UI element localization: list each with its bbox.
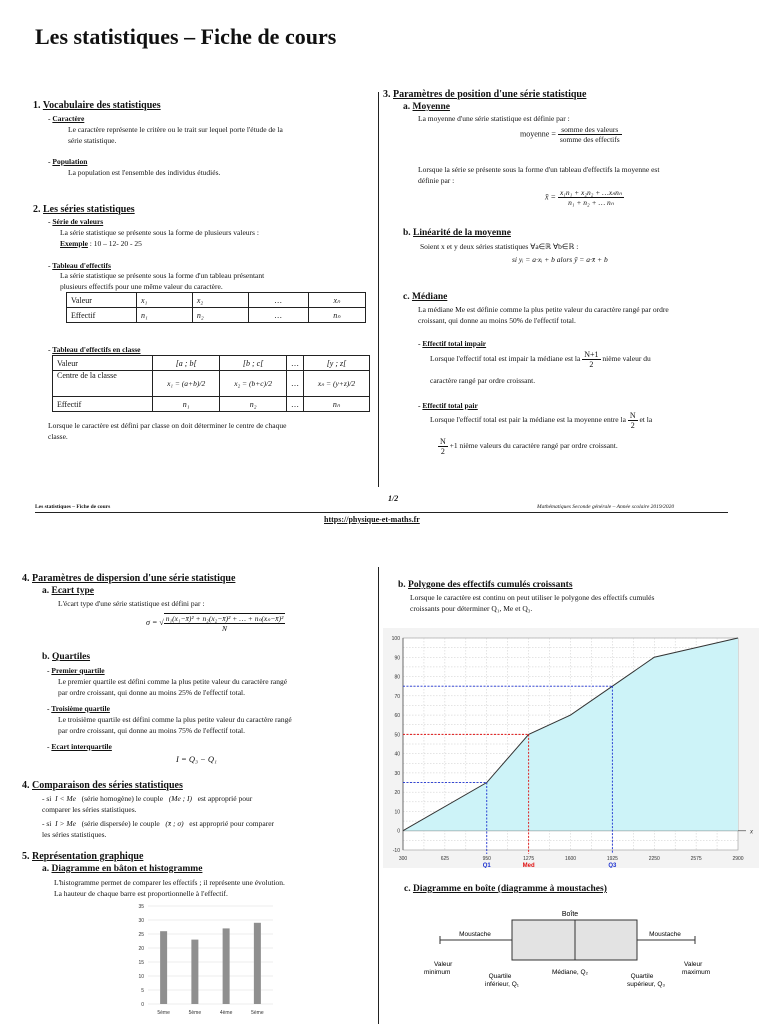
section-3-heading: 3. Paramètres de position d'une série statistique [383, 89, 587, 100]
xbar-formula: x̄ = $\frac{\text{x₁n₁ + x₂n₂ + …xₙnₙ}}{\text{n₁ + n₂ + … nₙ}}$ [545, 188, 622, 207]
x-tick-label: 1600 [564, 856, 577, 862]
footer-page: 1/2 [388, 494, 399, 503]
marker-label: Q1 [482, 863, 491, 868]
moyenne-heading: a. Moyenne [403, 102, 450, 112]
moyenne-text-3: définie par : [418, 176, 455, 185]
pair-label: - Effectif total pair [418, 401, 478, 410]
section-4-heading: 4. Paramètres de dispersion d'une série statistique [22, 573, 236, 584]
bar-y-tick-label: 15 [138, 960, 144, 966]
population-text: La population est l'ensemble des individus étudiés. [68, 168, 221, 177]
impair-line: Lorsque l'effectif total est impair la médiane est la $\frac{N+1}{2}$ nième valeur du [430, 350, 651, 369]
footer-right: Mathématiques Seconde générale – Année scolaire 2019/2020 [537, 504, 675, 510]
section-1-heading: 1. Vocabulaire des statistiques [33, 100, 161, 111]
table-cell: … [248, 293, 308, 308]
valeur-min-label-1: Valeur [434, 961, 453, 968]
moyenne-formula: moyenne = $\frac{\text{somme des valeurs}}{\text{somme des effectifs}}$ [520, 125, 620, 144]
mediane-text-2: croissant, qui donne au moins 50% de l'effectif total. [418, 316, 576, 325]
mediane-heading: c. Médiane [403, 292, 448, 302]
classe-table [52, 355, 370, 412]
caractere-text-2: série statistique. [68, 136, 117, 145]
q1-text-2: par ordre croissant, qui donne au moins 25% de l'effectif total. [58, 688, 245, 697]
population-label: - Population [48, 157, 88, 166]
bar [223, 928, 230, 1004]
table-cell: n₁ [153, 397, 220, 412]
baton-heading: a. Diagramme en bâton et histogramme [42, 864, 203, 874]
premier-quartile-label: - Premier quartile [47, 666, 105, 675]
q3-text-2: par ordre croissant, qui donne au moins 75% de l'effectif total. [58, 726, 245, 735]
iq-formula: I = Q₃ − Q₁ [176, 754, 217, 764]
bar [160, 931, 167, 1004]
serie-text: La série statistique se présente sous la forme de plusieurs valeurs : [60, 228, 259, 237]
y-tick-label: 80 [394, 674, 400, 681]
effectifs-table [66, 292, 366, 323]
caractere-text-1: Le caractère représente le critère ou le trait sur lequel porte l'étude de la [68, 125, 283, 134]
ecart-type-text: L'écart type d'une série statistique est défini par : [58, 599, 205, 608]
y-tick-label: 90 [394, 655, 400, 662]
bar-y-tick-label: 25 [138, 932, 144, 938]
bar-y-tick-label: 30 [138, 918, 144, 924]
bar-chart-bars [160, 923, 261, 1004]
y-tick-label: 60 [394, 713, 400, 720]
y-tick-label: 30 [394, 770, 400, 777]
valeur-max-label-2: maximum [682, 969, 711, 976]
column-divider-top [378, 92, 379, 487]
x-tick-label: 2900 [732, 856, 744, 862]
pair-line-2: $\frac{N}{2}$ +1 nième valeurs du caractère rangé par ordre croissant. [440, 437, 618, 456]
table-cell: xₙ [308, 293, 365, 308]
table-cell: x₁ = (a+b)/2 [153, 371, 220, 397]
x-tick-label: 625 [440, 856, 450, 862]
table-cell: nₙ [308, 308, 365, 323]
y-tick-label: 50 [394, 732, 400, 739]
table-cell: … [248, 308, 308, 323]
comparaison-line-2b: les séries statistiques. [42, 830, 107, 839]
table-cell: n₂ [220, 397, 287, 412]
moustache-left-label: Moustache [459, 931, 491, 938]
serie-label: - Série de valeurs [48, 217, 104, 226]
table-cell: Centre de la classe [53, 371, 153, 397]
x-tick-label: 300 [398, 856, 408, 862]
marker-label: Q3 [608, 863, 617, 868]
table-cell: x₂ = (b+c)/2 [220, 371, 287, 397]
y-tick-label: 10 [394, 809, 400, 816]
representation-heading: 5. Représentation graphique [22, 851, 144, 862]
x-tick-label: 1275 [523, 856, 535, 862]
polygone-text-1: Lorsque le caractère est continu on peut utiliser le polygone des effectifs cumulés [410, 593, 655, 602]
mediane-text-1: La médiane Me est définie comme la plus petite valeur du caractère rangé par ordre [418, 305, 669, 314]
q3-label-2: supérieur, Q₃ [626, 981, 666, 988]
comparaison-line-1b: comparer les séries statistiques. [42, 805, 137, 814]
bar-chart [128, 900, 278, 1018]
comparaison-heading: 4. Comparaison des séries statistiques [22, 780, 183, 791]
table-cell: x₂ [192, 293, 248, 308]
page-title: Les statistiques – Fiche de cours [35, 24, 337, 49]
linearite-formula: si yᵢ = a·xᵢ + b alors ȳ = a·x̄ + b [512, 255, 608, 264]
table-cell: [b ; c[ [220, 356, 287, 371]
table-cell: … [286, 397, 303, 412]
comparaison-line-1: - si I < Me (série homogène) le couple (Me ; I) est approprié pour [42, 794, 253, 803]
mediane-label: Médiane, Q₂ [551, 969, 589, 976]
exemple-line: Exemple : 10 – 12- 20 - 25 [60, 239, 142, 248]
table-cell: x₁ [137, 293, 193, 308]
linearite-heading: b. Linéarité de la moyenne [403, 228, 511, 238]
column-divider-bottom [378, 567, 379, 1024]
impair-text-3: caractère rangé par ordre croissant. [430, 376, 536, 385]
bar [191, 940, 198, 1004]
bar-x-tick-label: 4ème [219, 1010, 233, 1016]
x-tick-label: 1925 [606, 856, 618, 862]
bar [254, 923, 261, 1004]
q3-label-1: Quartile [630, 973, 654, 980]
baton-text-1: L'histogramme permet de comparer les effectifs ; il représente une évolution. [54, 878, 285, 887]
boxplot-diagram [420, 906, 750, 1006]
bar-chart-labels [138, 904, 263, 1016]
x-axis-letter: x [750, 829, 753, 836]
ecart-type-heading: a. Ecart type [42, 586, 94, 596]
classe-label: - Tableau d'effectifs en classe [48, 345, 141, 354]
x-tick-label: 950 [482, 856, 491, 862]
x-tick-label: 2575 [690, 856, 702, 862]
table-cell: Valeur [53, 356, 153, 371]
valeur-min-label-2: minimum [424, 969, 451, 976]
y-tick-label: -10 [392, 848, 400, 854]
quartiles-heading: b. Quartiles [42, 652, 91, 662]
table-cell: [y ; z[ [303, 356, 369, 371]
comparaison-line-2: - si I > Me (série dispersée) le couple (x̄ ; σ) est approprié pour comparer [42, 819, 275, 828]
table-cell: Effectif [67, 308, 137, 323]
valeur-max-label-1: Valeur [684, 961, 703, 968]
classe-text-2: classe. [48, 432, 68, 441]
caractere-label: - Caractère [48, 114, 85, 123]
polygone-heading: b. Polygone des effectifs cumulés croissants [398, 580, 573, 590]
y-tick-label: 0 [397, 828, 400, 835]
bar-y-tick-label: 5 [141, 988, 144, 994]
ecart-interquartile-label: - Ecart interquartile [47, 742, 112, 751]
sigma-formula: σ = √ $\frac{\text{n₁(x₁−x̄)² + n₂(x₂−x̄)² + … + nₙ(xₙ−x̄)²}}{N}$ [146, 614, 284, 633]
table-cell: n₁ [137, 308, 193, 323]
baton-text-2: La hauteur de chaque barre est proportionnelle à l'effectif. [54, 889, 228, 898]
table-cell: Valeur [67, 293, 137, 308]
x-tick-label: 2250 [648, 856, 660, 862]
table-cell: … [286, 371, 303, 397]
tableau-label: - Tableau d'effectifs [48, 261, 111, 270]
polygon-chart [383, 628, 759, 868]
boite-heading: c. Diagramme en boîte (diagramme à moustaches) [404, 884, 607, 894]
bar-y-tick-label: 35 [138, 904, 144, 910]
q1-label-1: Quartile [488, 973, 512, 980]
footer-left: Les statistiques – Fiche de cours [35, 504, 111, 510]
pair-line: Lorsque l'effectif total est pair la médiane est la moyenne entre la $\frac{N}{2}$ et la [430, 411, 653, 430]
y-tick-label: 20 [394, 790, 400, 797]
tableau-text-2: plusieurs effectifs pour une même valeur du caractère. [60, 282, 223, 291]
section-2-heading: 2. Les séries statistiques [33, 204, 135, 215]
marker-label: Med [522, 863, 535, 868]
q1-text-1: Le premier quartile est défini comme la plus petite valeur du caractère rangé [58, 677, 288, 686]
y-tick-label: 40 [394, 751, 400, 758]
table-cell: [a ; b[ [153, 356, 220, 371]
table-cell: Effectif [53, 397, 153, 412]
troisieme-quartile-label: - Troisième quartile [47, 704, 110, 713]
footer-url[interactable]: https://physique-et-maths.fr [324, 515, 420, 524]
bar-y-tick-label: 20 [138, 946, 144, 952]
bar-x-tick-label: 5ème [157, 1010, 170, 1016]
impair-label: - Effectif total impair [418, 339, 487, 348]
footer-rule [35, 512, 728, 513]
moustache-right-label: Moustache [649, 931, 681, 938]
bar-x-tick-label: 5ème [251, 1010, 264, 1016]
q1-label-2: inférieur, Q₁ [485, 981, 519, 988]
q3-text-1: Le troisième quartile est défini comme la plus petite valeur du caractère rangé [58, 715, 292, 724]
polygone-text-2: croissants pour déterminer Q₁, Me et Q₃. [410, 604, 533, 613]
moyenne-text-2: Lorsque la série se présente sous la forme d'un tableau d'effectifs la moyenne est [418, 165, 660, 174]
y-tick-label: 100 [391, 636, 400, 642]
moyenne-text: La moyenne d'une série statistique est définie par : [418, 114, 570, 123]
table-cell: xₙ = (y+z)/2 [303, 371, 369, 397]
table-cell: nₙ [303, 397, 369, 412]
bar-x-tick-label: 5ème [188, 1010, 202, 1016]
bar-y-tick-label: 0 [141, 1002, 144, 1008]
bar-y-tick-label: 10 [138, 974, 144, 980]
y-tick-label: 70 [394, 693, 400, 700]
classe-text-1: Lorsque le caractère est défini par classe on doit déterminer le centre de chaque [48, 421, 287, 430]
table-cell: … [286, 356, 303, 371]
boite-label: Boîte [561, 911, 579, 918]
linearite-text: Soient x et y deux séries statistiques ∀a∈ℝ ∀b∈ℝ : [420, 242, 579, 251]
tableau-text-1: La série statistique se présente sous la forme d'un tableau présentant [60, 271, 265, 280]
table-cell: n₂ [192, 308, 248, 323]
